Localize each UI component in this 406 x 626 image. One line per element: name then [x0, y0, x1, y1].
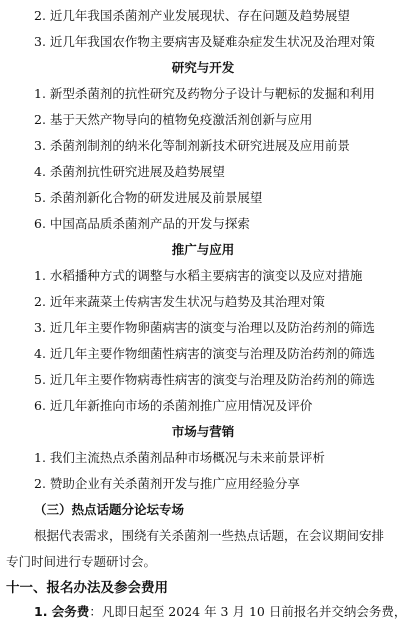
- list-item: 5. 杀菌剂新化合物的研发进展及前景展望: [34, 190, 263, 205]
- promotion-heading: 推广与应用: [171, 242, 235, 257]
- forum-heading: （三）热点话题分论坛专场: [34, 502, 185, 517]
- list-item: 3. 近几年主要作物卵菌病害的演变与治理以及防治药剂的筛选: [34, 320, 375, 335]
- forum-paragraph-line: 根据代表需求，围绕有关杀菌剂一些热点话题，在会议期间安排: [34, 528, 385, 543]
- list-item: 1. 新型杀菌剂的抗性研究及药物分子设计与靶标的发掘和利用: [34, 86, 375, 101]
- fee-item: [34, 604, 406, 620]
- list-item: 4. 近几年主要作物细菌性病害的演变与治理及防治药剂的筛选: [34, 346, 375, 361]
- list-item: 6. 近几年新推向市场的杀菌剂推广应用情况及评价: [34, 398, 313, 413]
- fee-label: 1. 会务费: [34, 604, 90, 619]
- list-item: 1. 水稻播种方式的调整与水稻主要病害的演变以及应对措施: [34, 268, 363, 283]
- forum-paragraph-line: 专门时间进行专题研讨会。: [6, 554, 157, 569]
- list-item: 2. 近年来蔬菜土传病害发生状况与趋势及其治理对策: [34, 294, 325, 309]
- list-item: 6. 中国高品质杀菌剂产品的开发与探索: [34, 216, 250, 231]
- section-heading: 十一、报名办法及参会费用: [6, 580, 168, 596]
- list-item: 3. 杀菌剂制剂的纳米化等制剂新技术研究进展及应用前景: [34, 138, 350, 153]
- list-item: 5. 近几年主要作物病毒性病害的演变与治理及防治药剂的筛选: [34, 372, 375, 387]
- list-item: 1. 我们主流热点杀菌剂品种市场概况与未来前景评析: [34, 450, 325, 465]
- list-item: 3. 近几年我国农作物主要病害及疑难杂症发生状况及治理对策: [34, 34, 375, 49]
- list-item: 2. 赞助企业有关杀菌剂开发与推广应用经验分享: [34, 476, 300, 491]
- research-heading: 研究与开发: [171, 60, 235, 75]
- list-item: 2. 基于天然产物导向的植物免疫激活剂创新与应用: [34, 112, 313, 127]
- list-item: 4. 杀菌剂抗性研究进展及趋势展望: [34, 164, 225, 179]
- fee-text: ：凡即日起至 2024 年 3 月 10 日前报名并交纳会务费，: [89, 604, 406, 619]
- list-item: 2. 近几年我国杀菌剂产业发展现状、存在问题及趋势展望: [34, 8, 350, 23]
- market-heading: 市场与营销: [171, 424, 235, 439]
